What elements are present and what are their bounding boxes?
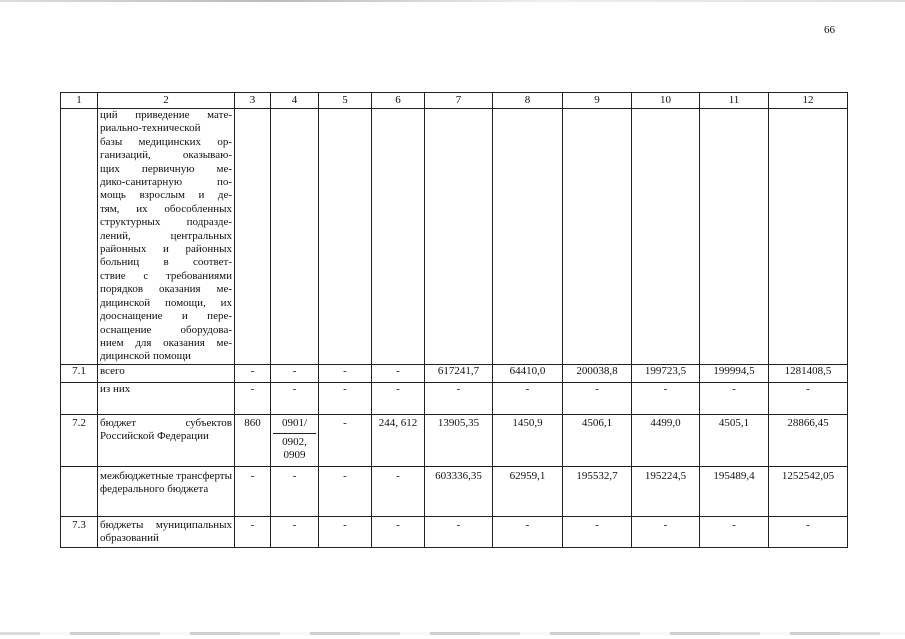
row-number: 7.1 <box>61 364 98 382</box>
empty-cell <box>372 109 425 365</box>
cell-11: 199994,5 <box>700 364 769 382</box>
cell-6: - <box>372 382 425 414</box>
cell-10: 199723,5 <box>632 364 700 382</box>
cell-8: 1450,9 <box>493 414 563 466</box>
header-cell: 1 <box>61 93 98 109</box>
empty-cell <box>271 109 319 365</box>
cell-4: - <box>271 382 319 414</box>
cell-6: - <box>372 466 425 516</box>
cell-7: 13905,35 <box>425 414 493 466</box>
table-row-7-1 <box>61 364 848 382</box>
description-line: ганизаций, оказываю- <box>100 149 232 162</box>
cell-10: 4499,0 <box>632 414 700 466</box>
cell-11: - <box>700 382 769 414</box>
header-cell: 8 <box>493 93 563 109</box>
row-name: из них <box>98 382 235 414</box>
description-line: структурных подразде- <box>100 216 232 229</box>
empty-cell <box>700 109 769 365</box>
empty-cell <box>632 109 700 365</box>
header-cell: 6 <box>372 93 425 109</box>
cell-5: - <box>319 382 372 414</box>
description-line: лений, центральных <box>100 229 232 242</box>
cell-8: - <box>493 382 563 414</box>
cell-3: - <box>235 364 271 382</box>
cell-3: - <box>235 382 271 414</box>
row-number: 7.3 <box>61 516 98 547</box>
row-name: межбюджетные трансферты федерального бюджета <box>98 466 235 516</box>
cell-11: 195489,4 <box>700 466 769 516</box>
cell-4-split <box>271 414 319 466</box>
empty-cell <box>493 109 563 365</box>
description-line: дицинской помощи <box>100 350 191 363</box>
header-cell: 9 <box>563 93 632 109</box>
empty-cell <box>425 109 493 365</box>
cell-3: - <box>235 516 271 547</box>
cell-5: - <box>319 516 372 547</box>
cell-3: 860 <box>235 414 271 466</box>
cell-6: - <box>372 516 425 547</box>
cell-12: - <box>769 516 848 547</box>
header-cell: 3 <box>235 93 271 109</box>
header-cell: 5 <box>319 93 372 109</box>
empty-cell <box>769 109 848 365</box>
description-line: районных и районных <box>100 243 232 256</box>
cell-12: 1252542,05 <box>769 466 848 516</box>
header-cell: 10 <box>632 93 700 109</box>
cell-9: - <box>563 382 632 414</box>
cell-4: - <box>271 516 319 547</box>
cell-9: 4506,1 <box>563 414 632 466</box>
cell-7: 603336,35 <box>425 466 493 516</box>
description-line: порядков оказания ме- <box>100 283 232 296</box>
row-number: 7.2 <box>61 414 98 466</box>
table-row-mezhbyudzhetnye <box>61 466 848 516</box>
cell-10: - <box>632 382 700 414</box>
description-line: тям, их обособленных <box>100 202 232 215</box>
cell-3: - <box>235 466 271 516</box>
table-row-7-3 <box>61 516 848 547</box>
row-name: бюджеты муниципальных образований <box>98 516 235 547</box>
cell-6: - <box>372 364 425 382</box>
table-header-row <box>61 93 848 109</box>
cell-7: - <box>425 516 493 547</box>
description-line: дицинской помощи, их <box>100 296 232 309</box>
budget-table <box>60 92 848 548</box>
cell-5: - <box>319 364 372 382</box>
cell-12: 28866,45 <box>769 414 848 466</box>
cell-8: 64410,0 <box>493 364 563 382</box>
row-name: бюджет субъектов Российской Федерации <box>98 414 235 466</box>
cell-11: - <box>700 516 769 547</box>
cell-12: 1281408,5 <box>769 364 848 382</box>
header-cell: 11 <box>700 93 769 109</box>
description-line: нием для оказания ме- <box>100 336 232 349</box>
cell-4-top: 0901/ <box>273 415 316 434</box>
cell-7: - <box>425 382 493 414</box>
scan-bottom-edge <box>0 632 905 635</box>
empty-cell <box>235 109 271 365</box>
row-number <box>61 382 98 414</box>
cell-10: 195224,5 <box>632 466 700 516</box>
table-row-7-2 <box>61 414 848 466</box>
description-line: ствие с требованиями <box>100 269 232 282</box>
description-line: оснащение оборудова- <box>100 323 232 336</box>
cell-8: - <box>493 516 563 547</box>
description-line: больниц в соответ- <box>100 256 232 269</box>
description-line: щих первичную ме- <box>100 162 232 175</box>
description-line: дико-санитарную по- <box>100 176 232 189</box>
cell-12: - <box>769 382 848 414</box>
header-cell: 2 <box>98 93 235 109</box>
cell-10: - <box>632 516 700 547</box>
table-row-iz-nih <box>61 382 848 414</box>
row-number <box>61 466 98 516</box>
cell-8: 62959,1 <box>493 466 563 516</box>
header-cell: 12 <box>769 93 848 109</box>
empty-cell <box>61 109 98 365</box>
cell-4: - <box>271 466 319 516</box>
description-line: риально-технической <box>100 122 201 135</box>
page-number: 66 <box>824 24 835 36</box>
description-line: базы медицинских ор- <box>100 135 232 148</box>
table-row-description <box>61 109 848 365</box>
scan-top-edge <box>0 0 905 2</box>
cell-5: - <box>319 466 372 516</box>
description-line: дооснащение и пере- <box>100 310 232 323</box>
cell-7: 617241,7 <box>425 364 493 382</box>
empty-cell <box>563 109 632 365</box>
row-name: всего <box>98 364 235 382</box>
empty-cell <box>319 109 372 365</box>
header-cell: 7 <box>425 93 493 109</box>
header-cell: 4 <box>271 93 319 109</box>
cell-6: 244, 612 <box>372 414 425 466</box>
description-cell <box>98 109 235 365</box>
description-line: ций приведение мате- <box>100 109 232 121</box>
cell-9: - <box>563 516 632 547</box>
cell-4-bottom: 0902, 0909 <box>282 435 307 462</box>
cell-11: 4505,1 <box>700 414 769 466</box>
cell-9: 200038,8 <box>563 364 632 382</box>
cell-9: 195532,7 <box>563 466 632 516</box>
cell-4: - <box>271 364 319 382</box>
cell-5: - <box>319 414 372 466</box>
description-line: мощь взрослым и де- <box>100 189 232 202</box>
